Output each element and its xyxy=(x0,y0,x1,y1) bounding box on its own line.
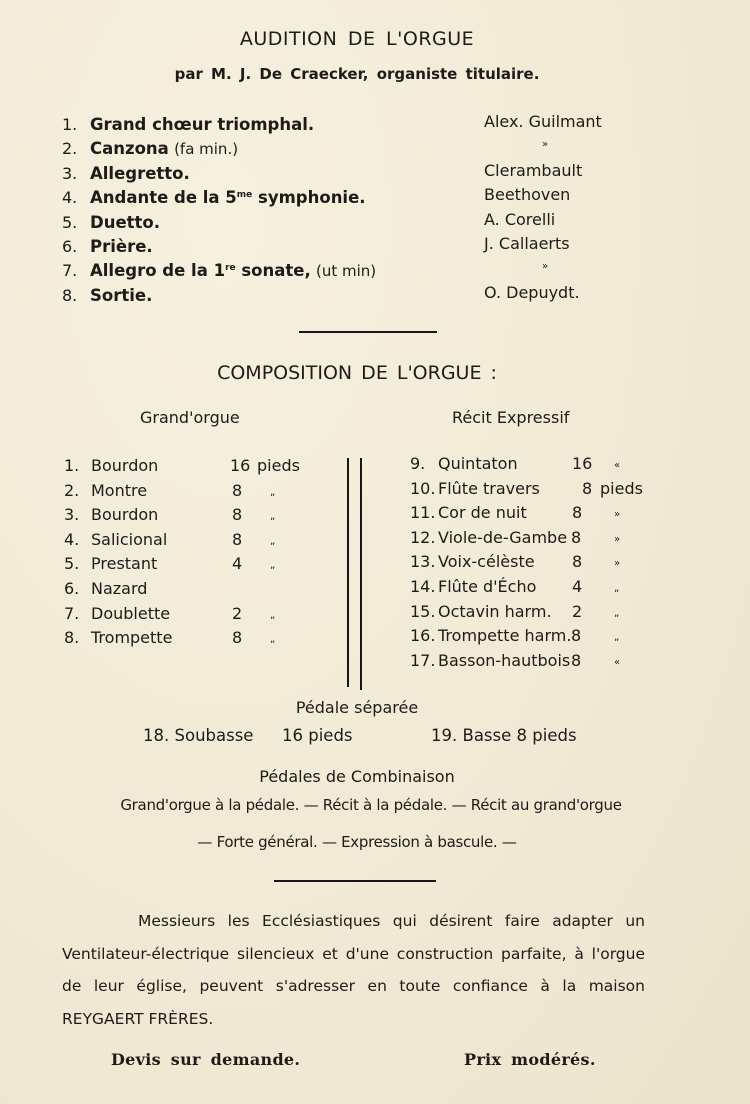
page-title: AUDITION DE L'ORGUE xyxy=(239,28,475,50)
pedal-stop: 19. Basse 8 pieds xyxy=(431,726,577,745)
composition-title: COMPOSITION DE L'ORGUE : xyxy=(217,362,497,384)
programme-item: 1. Grand chœur triomphal. xyxy=(62,115,315,134)
stop-row: 9. Quintaton 16 « xyxy=(410,454,621,473)
column-separator-line xyxy=(360,458,362,690)
recit-stops xyxy=(410,452,670,673)
stop-row: 6. Nazard xyxy=(64,578,148,598)
stop-row: 7. Doublette 2 „ xyxy=(64,603,276,623)
divider-rule xyxy=(299,331,437,333)
composer: O. Depuydt. xyxy=(484,282,580,302)
grand-orgue-stops xyxy=(64,454,324,651)
quote-on-request: Devis sur demande. xyxy=(111,1050,301,1069)
ditto-mark: » xyxy=(541,139,549,151)
stop-row: 13. Voix-célèste 8 » xyxy=(410,552,621,572)
programme-item: 4. Andante de la $5^{me}$ symphonie. xyxy=(62,188,366,208)
programme-list xyxy=(62,113,392,308)
programme-item: 6. Prière. xyxy=(62,236,153,256)
combinaison-line: — Forte général. — Expression à bascule. — xyxy=(197,833,517,851)
composer: Beethoven xyxy=(484,185,571,205)
stop-row: 2. Montre 8 „ xyxy=(64,480,276,500)
stop-row: 10. Flûte travers 8 pieds xyxy=(410,478,643,498)
stop-row: 14. Flûte d'Écho 4 „ xyxy=(410,576,620,596)
stop-row: 12. Viole-de-Gambe 8 » xyxy=(410,527,621,547)
stop-row: 8. Trompette 8 „ xyxy=(64,628,276,648)
programme-item: 3. Allegretto. xyxy=(62,163,190,183)
programme-item: 2. Canzona (fa min.) xyxy=(62,139,239,159)
stop-row: 5. Prestant 4 „ xyxy=(64,554,276,574)
programme-item: 7. Allegro de la 1re sonate, (ut min) xyxy=(62,261,377,281)
grand-orgue-heading: Grand'orgue xyxy=(140,408,240,427)
column-separator-line xyxy=(347,458,349,687)
moderate-prices: Prix modérés. xyxy=(464,1050,596,1069)
divider-rule xyxy=(274,880,436,882)
advert-paragraph: Messieurs les Ecclésiastiques qui désirent faire adapter un Ventilateur-électrique silencieux et d'une construction parfaite, à l'orgue de leur église, peuvent s'adresser en toute confiance à la maison REYGAERT FRÈRES. xyxy=(62,912,645,1028)
composer-list xyxy=(484,110,624,305)
page-subtitle: par M. J. De Craecker, organiste titulaire. xyxy=(174,65,540,83)
pedal-stop: 18. Soubasse xyxy=(143,726,254,745)
stop-row: 11. Cor de nuit 8 » xyxy=(410,503,621,523)
composer: Alex. Guilmant xyxy=(484,112,602,131)
stop-row: 17. Basson-hautbois 8 « xyxy=(410,650,621,670)
stop-row: 1. Bourdon 16 pieds xyxy=(64,456,300,475)
stop-row: 3. Bourdon 8 „ xyxy=(64,505,276,525)
recit-heading: Récit Expressif xyxy=(452,408,570,427)
pedale-heading: Pédale séparée xyxy=(295,698,419,717)
programme-item: 5. Duetto. xyxy=(62,212,161,232)
stop-row: 4. Salicional 8 „ xyxy=(64,529,276,549)
composer: Clerambault xyxy=(484,160,583,180)
composer: J. Callaerts xyxy=(484,233,570,253)
pedal-stop-size: 16 pieds xyxy=(282,726,353,745)
stop-row: 16. Trompette harm. 8 „ xyxy=(410,626,620,646)
composer: A. Corelli xyxy=(484,209,556,229)
combinaison-line: Grand'orgue à la pédale. — Récit à la pédale. — Récit au grand'orgue xyxy=(120,796,622,814)
combinaison-heading: Pédales de Combinaison xyxy=(259,767,455,786)
stop-row: 15. Octavin harm. 2 „ xyxy=(410,601,620,621)
ditto-mark: » xyxy=(541,261,549,273)
programme-item: 8. Sortie. xyxy=(62,285,153,305)
